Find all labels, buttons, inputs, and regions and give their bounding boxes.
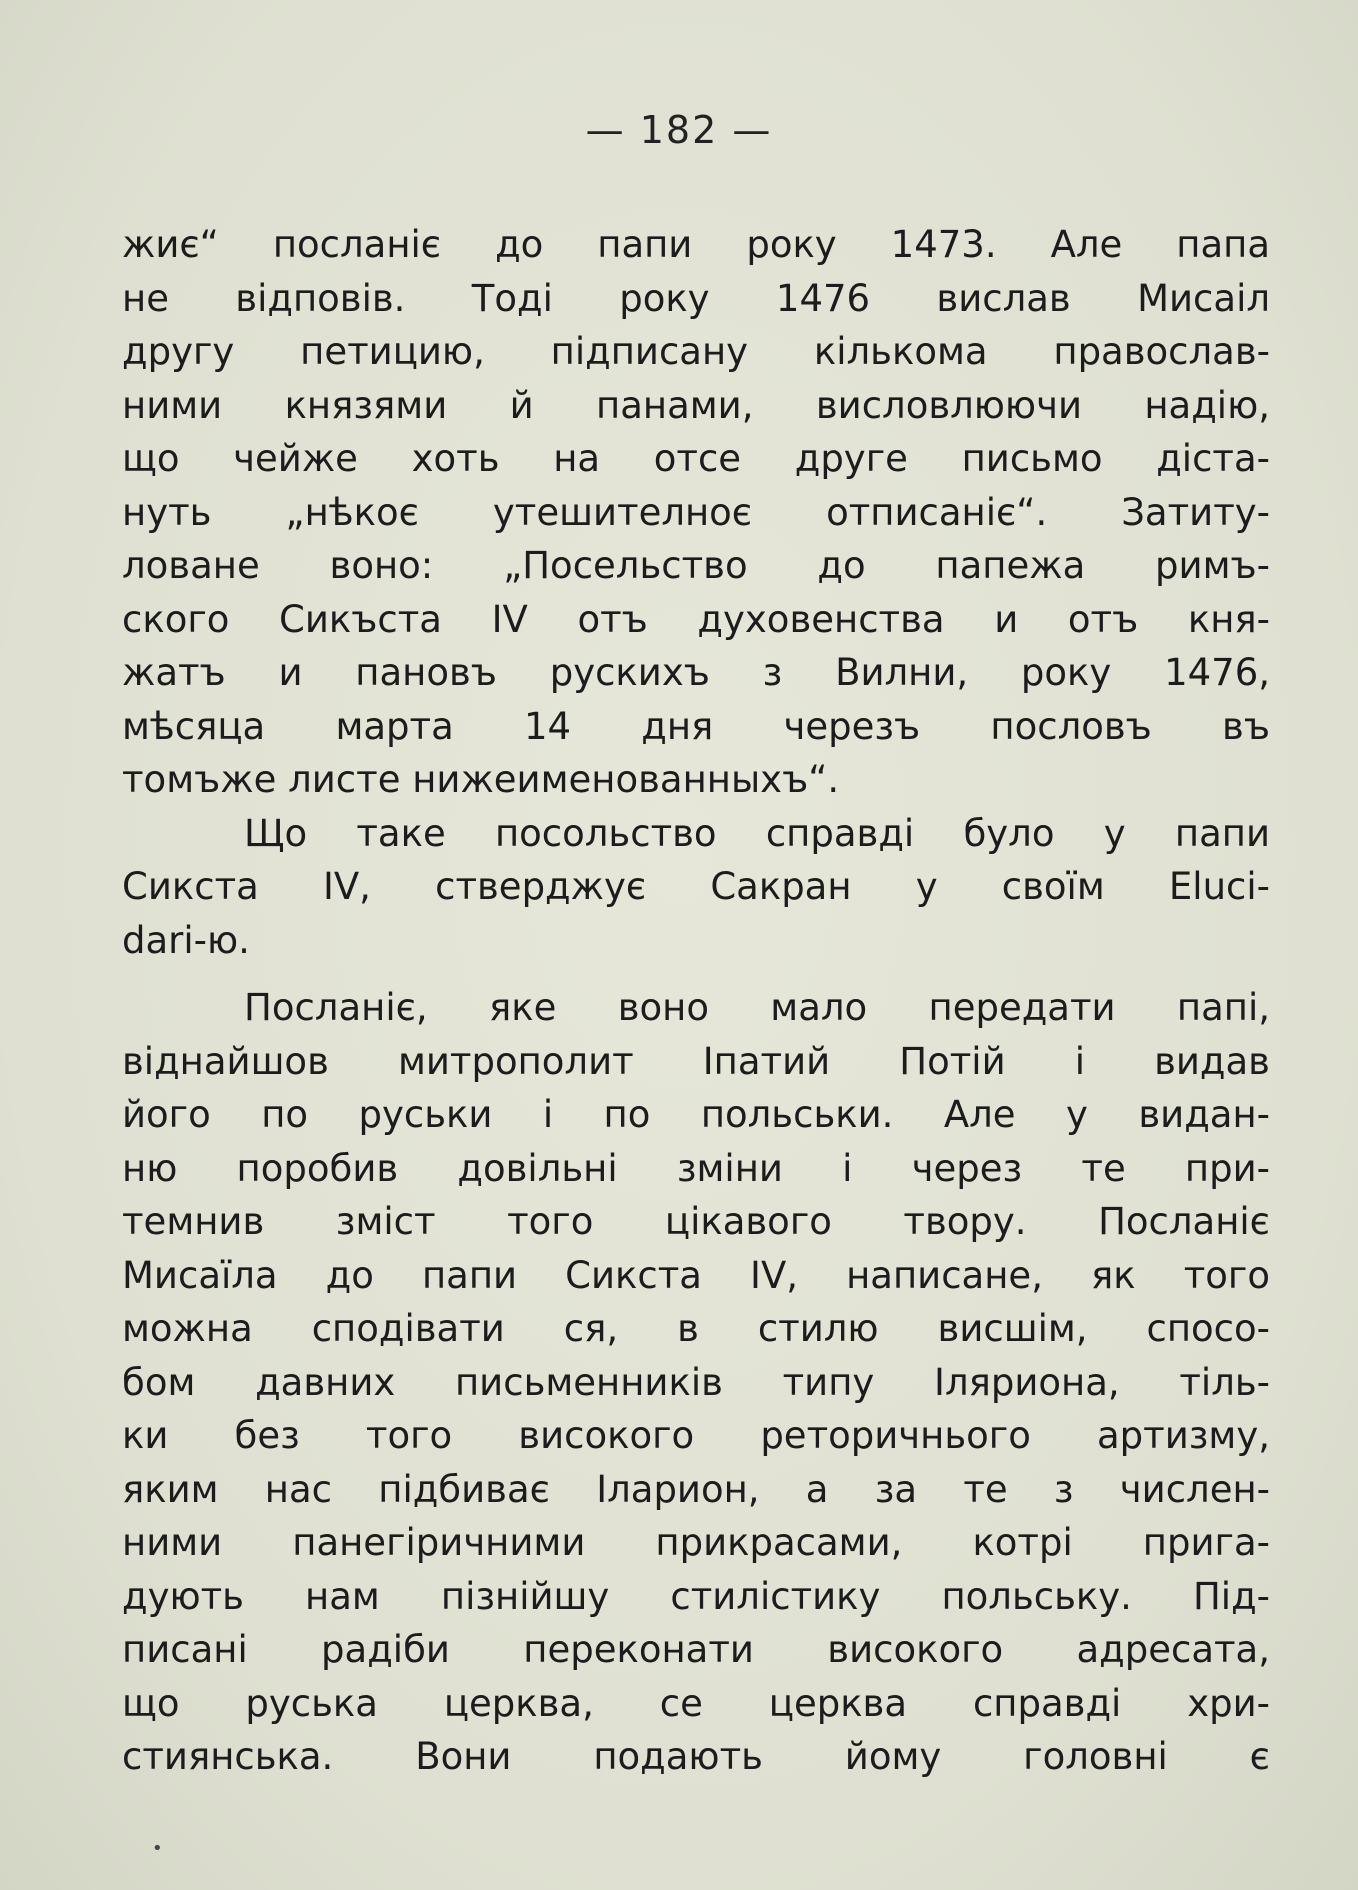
text-line: нуть „нѣкоє утешителноє отписаніє“. Затиту- [122, 490, 1270, 534]
text-line: Що таке посольство справді було у папи [244, 811, 1270, 855]
text-line: що руська церква, се церква справді хри- [122, 1681, 1270, 1725]
paragraph-spacer [122, 967, 1270, 981]
text-line: бом давних письменників типу Іляриона, тіль- [122, 1360, 1270, 1404]
text-line: жатъ и пановъ рускихъ з Вилни, року 1476, [122, 651, 1270, 694]
text-line: віднайшов митрополит Іпатий Потій і видав [122, 1039, 1270, 1083]
text-line: писані радіби переконати високого адресата, [122, 1628, 1270, 1671]
paragraph-3 [122, 981, 1270, 1784]
text-line: другу петицию, підписану кількома православ- [122, 330, 1270, 373]
text-line: ню поробив довільні зміни і через те при- [122, 1146, 1270, 1190]
text-line: дують нам пізнійшу стилістику польську. Під- [122, 1574, 1270, 1618]
text-line: ними князями й панами, висловлюючи надію, [122, 383, 1270, 427]
text-line: мѣсяца марта 14 дня черезъ пословъ въ [122, 704, 1270, 748]
text-line: dari-ю. [122, 918, 250, 962]
body-text [122, 218, 1270, 1784]
text-line: томъже листе нижеименованныхъ“. [122, 758, 840, 801]
text-line: Мисаїла до папи Сикста IV, написане, як того [122, 1253, 1270, 1297]
text-line: ского Сикъста IV отъ духовенства и отъ кня- [122, 597, 1270, 641]
text-line: ловане воно: „Посельство до папежа римъ- [122, 544, 1270, 587]
text-line: жиє“ посланіє до папи року 1473. Але папа [122, 223, 1270, 266]
paragraph-2 [122, 807, 1270, 968]
print-mark: • [152, 1838, 163, 1859]
text-line: темнив зміст того цікавого твору. Посланіє [122, 1200, 1270, 1243]
text-line: ними панегіричними прикрасами, котрі пригa- [122, 1521, 1270, 1564]
text-line: Сикста IV, стверджує Сакран у своїм Eluci- [122, 865, 1270, 908]
text-line: що чейже хоть на отсе друге письмо діста- [122, 437, 1270, 480]
text-line: Посланіє, яке воно мало передати папі, [244, 986, 1270, 1029]
text-line: стиянська. Вони подають йому головні є [122, 1735, 1270, 1778]
text-line: його по руськи і по польськи. Але у видан- [122, 1093, 1270, 1136]
text-line: яким нас підбиває Іларион, а за те з числен- [122, 1467, 1270, 1511]
page-number: — 182 — [585, 108, 773, 152]
text-line: ки без того високого реторичнього артизму, [122, 1414, 1270, 1457]
text-line: можна сподівати ся, в стилю висшім, спосо- [122, 1307, 1270, 1350]
text-line: не відповів. Тоді року 1476 вислав Мисаіл [122, 276, 1270, 320]
paragraph-1 [122, 218, 1270, 807]
